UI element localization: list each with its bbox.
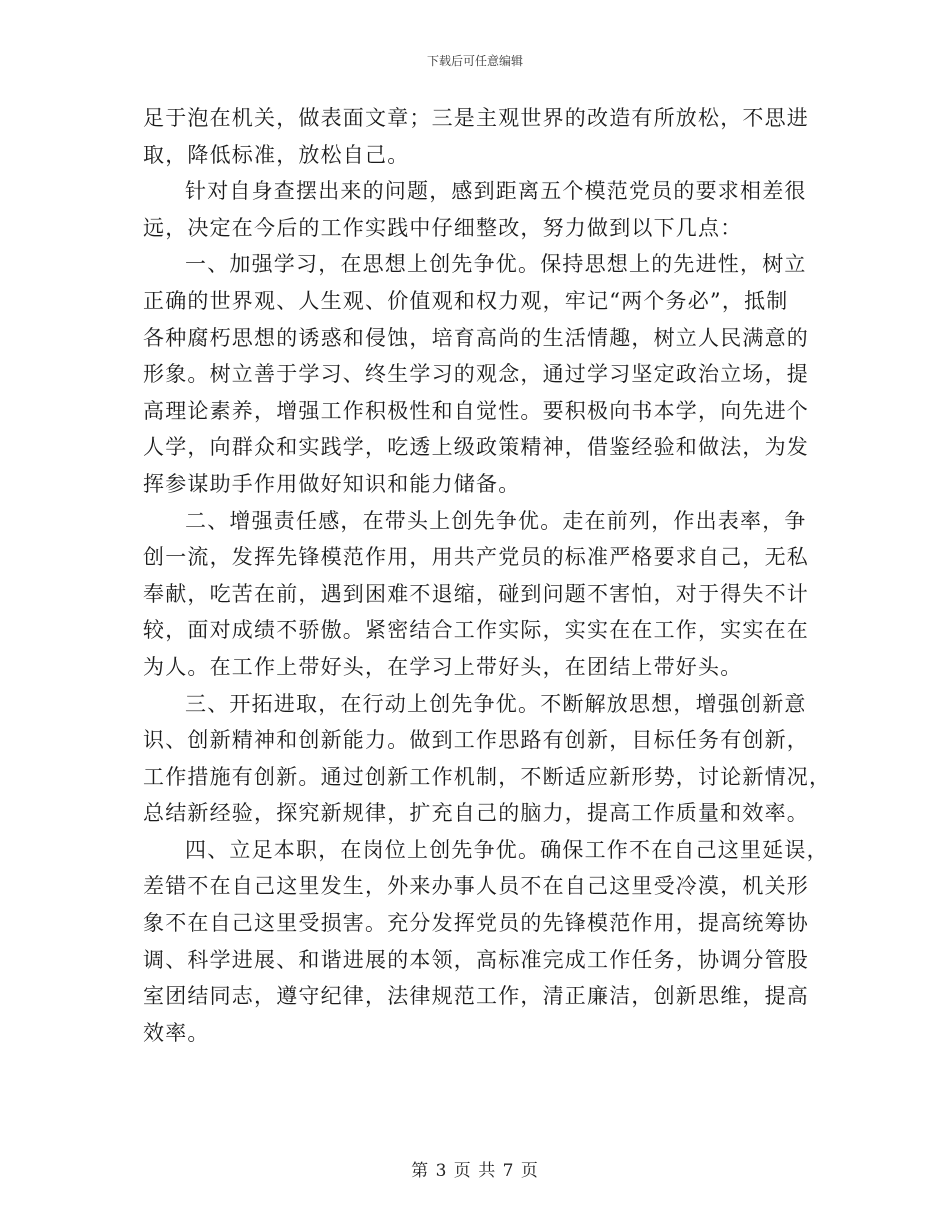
text-line: 调、科学进展、和谐进展的本领，高标准完成工作任务，协调分管股 [143, 947, 809, 972]
text-line: 正确的世界观、人生观、价值观和权力观，牢记“两个务必”，抵制 [143, 288, 789, 313]
text-line: 识、创新精神和创新能力。做到工作思路有创新，目标任务有创新， [143, 728, 809, 753]
page-header: 下载后可任意编辑 [426, 54, 523, 68]
paragraph-start: 二、增强责任感，在带头上创先争优。走在前列，作出表率，争 [185, 508, 807, 533]
text-line: 取，降低标准，放松自己。 [143, 142, 410, 167]
text-line: 形象。树立善于学习、终生学习的观念，通过学习坚定政治立场，提 [143, 362, 809, 387]
text-line: 效率。 [143, 1020, 210, 1045]
text-line: 奉献，吃苦在前，遇到困难不退缩，碰到问题不害怕，对于得失不计 [143, 581, 809, 606]
text-line: 总结新经验，探究新规律，扩充自己的脑力，提高工作质量和效率。 [143, 801, 809, 826]
document-body [143, 100, 832, 1051]
text-line: 较，面对成绩不骄傲。紧密结合工作实际，实实在在工作，实实在在 [143, 618, 809, 643]
text-line: 象不在自己这里受损害。充分发挥党员的先锋模范作用，提高统筹协 [143, 911, 809, 936]
paragraph-start: 三、开拓进取，在行动上创先争优。不断解放思想，增强创新意 [185, 691, 807, 716]
page-number: 第 3 页 共 7 页 [411, 1161, 539, 1181]
paragraph-start: 一、加强学习，在思想上创先争优。保持思想上的先进性，树立 [185, 252, 807, 277]
text-line: 远，决定在今后的工作实践中仔细整改，努力做到以下几点： [143, 215, 743, 240]
text-line: 挥参谋助手作用做好知识和能力储备。 [143, 471, 521, 496]
text-line: 人学，向群众和实践学，吃透上级政策精神，借鉴经验和做法，为发 [143, 435, 809, 460]
text-line: 高理论素养，增强工作积极性和自觉性。要积极向书本学，向先进个 [143, 398, 809, 423]
paragraph-start: 针对自身查摆出来的问题，感到距离五个模范党员的要求相差很 [185, 179, 807, 204]
text-line: 各种腐朽思想的诱惑和侵蚀，培育高尚的生活情趣，树立人民满意的 [143, 325, 809, 350]
text-line: 差错不在自己这里发生，外来办事人员不在自己这里受冷漠，机关形 [143, 874, 809, 899]
text-line: 室团结同志，遵守纪律，法律规范工作，清正廉洁，创新思维，提高 [143, 984, 809, 1009]
paragraph-start: 四、立足本职，在岗位上创先争优。确保工作不在自己这里延误， [185, 837, 829, 862]
text-line: 足于泡在机关，做表面文章；三是主观世界的改造有所放松，不思进 [143, 106, 809, 130]
text-line: 为人。在工作上带好头，在学习上带好头，在团结上带好头。 [143, 654, 743, 679]
text-line: 创一流，发挥先锋模范作用，用共产党员的标准严格要求自己，无私 [143, 545, 809, 570]
text-line: 工作措施有创新。通过创新工作机制，不断适应新形势，讨论新情况， [143, 764, 832, 789]
